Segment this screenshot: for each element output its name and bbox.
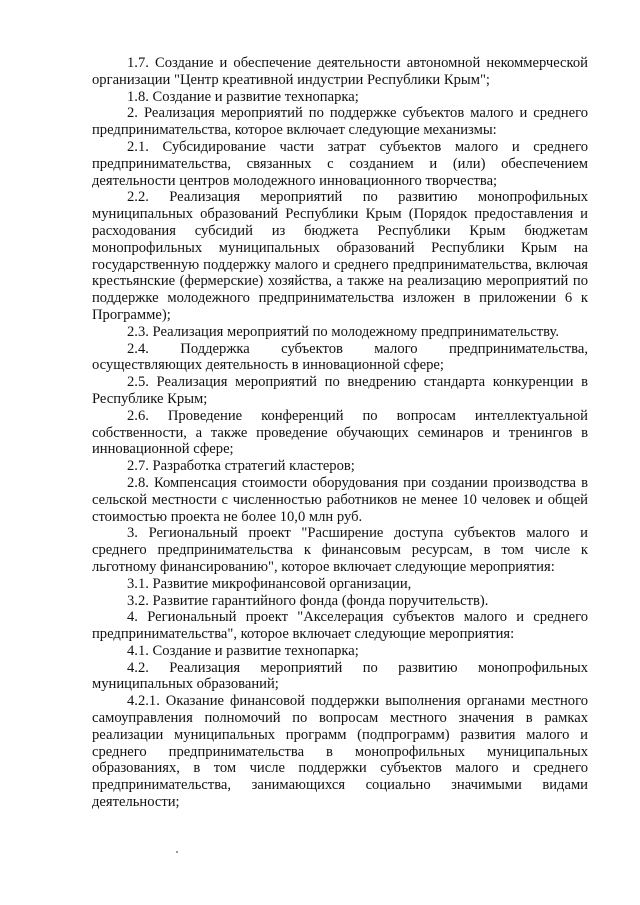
paragraph-2-1: 2.1. Субсидирование части затрат субъектов малого и среднего предпринимательства, связанных с созданием и (или) обеспечением деятельности центров молодежного инновационного творчества; (92, 138, 588, 189)
paragraph-4-2: 4.2. Реализация мероприятий по развитию монопрофильных муниципальных образований; (92, 659, 588, 693)
paragraph-3-1: 3.1. Развитие микрофинансовой организации, (127, 575, 412, 592)
paragraph-2-5: 2.5. Реализация мероприятий по внедрению стандарта конкуренции в Республике Крым; (92, 374, 588, 407)
paragraph-4-1: 4.1. Создание и развитие технопарка; (127, 642, 359, 659)
paragraph-4-2-1: 4.2.1. Оказание финансовой поддержки выполнения органами местного самоуправления полномочий по вопросам местного значения в рамках реализации муниципальных программ (подпрограмм) развития малого и среднего предпринимательства в монопрофильных муниципальных образованиях, в том числе поддержки субъектов малого и среднего предпринимательства, занимающихся социально значимыми видами деятельности; (92, 693, 588, 811)
paragraph-2: 2. Реализация мероприятий по поддержке субъектов малого и среднего предпринимательства, которое включает следующие механизмы: (92, 105, 588, 139)
paragraph-3-2: 3.2. Развитие гарантийного фонда (фонда поручительств). (127, 592, 489, 609)
paragraph-4: 4. Региональный проект "Акселерация субъектов малого и среднего предпринимательства", которое включает следующие мероприятия: (92, 609, 588, 643)
paragraph-3: 3. Региональный проект "Расширение доступа субъектов малого и среднего предпринимательства к финансовым ресурсам, в том числе к льготному финансированию", которое включает следующие мероприятия: (92, 525, 588, 575)
paragraph-2-7: 2.7. Разработка стратегий кластеров; (127, 458, 355, 475)
paragraph-2-6: 2.6. Проведение конференций по вопросам интеллектуальной собственности, а также проведение обучающих семинаров и тренингов в инновационной сфере; (92, 407, 588, 458)
paragraph-1-8: 1.8. Создание и развитие технопарка; (127, 88, 359, 105)
paragraph-1-7: 1.7. Создание и обеспечение деятельности автономной некоммерческой организации "Центр креативной индустрии Республики Крым"; (92, 55, 588, 88)
paragraph-2-3: 2.3. Реализация мероприятий по молодежному предпринимательству. (127, 323, 559, 340)
scan-speck (176, 851, 178, 853)
paragraph-2-8: 2.8. Компенсация стоимости оборудования при создании производства в сельской местности с численностью работников не менее 10 человек и общей стоимостью проекта не более 10,0 млн руб. (92, 474, 588, 525)
document-page (92, 55, 588, 811)
paragraph-2-4: 2.4. Поддержка субъектов малого предпринимательства, осуществляющих деятельность в инновационной сфере; (92, 340, 588, 374)
paragraph-2-2: 2.2. Реализация мероприятий по развитию монопрофильных муниципальных образований Республики Крым (Порядок предоставления и расходования субсидий из бюджета Республики Крым бюджетам монопрофильных муниципальных образований Республики Крым на государственную поддержку малого и среднего предпринимательства, включая крестьянские (фермерские) хозяйства, а также на реализацию мероприятий по поддержке молодежного предпринимательства изложен в приложении 6 к Программе); (92, 189, 588, 323)
